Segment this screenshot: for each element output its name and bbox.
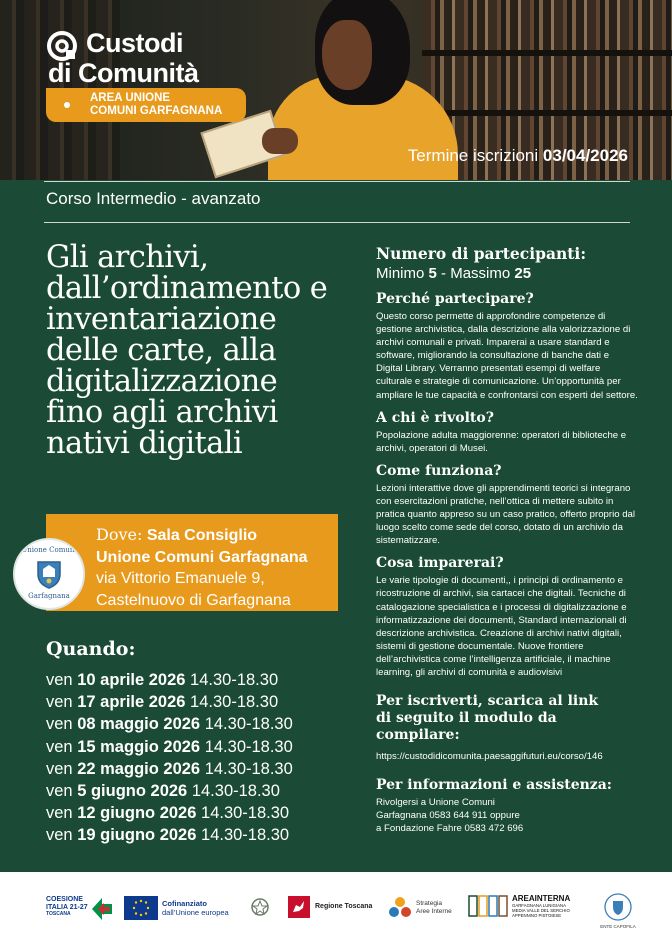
location-box xyxy=(46,514,338,611)
venue-line2: Unione Comuni Garfagnana xyxy=(96,548,308,566)
person-hand xyxy=(262,128,298,154)
session-date: ven 22 maggio 2026 14.30-18.30 xyxy=(46,759,293,778)
session-date: ven 15 maggio 2026 14.30-18.30 xyxy=(46,737,293,756)
coat-of-arms-icon xyxy=(35,559,63,589)
brand-name-line1: Custodi xyxy=(86,28,183,58)
address-line1: via Vittorio Emanuele 9, xyxy=(96,570,265,587)
strategia-aree-interne-logo: Strategia Aree Interne xyxy=(388,896,460,922)
snai-icon xyxy=(388,896,412,920)
area-badge xyxy=(46,88,246,122)
section-body: Popolazione adulta maggiorenne: operatori di biblioteche e archivi, operatori di Musei. xyxy=(376,429,627,454)
person-face xyxy=(322,20,372,90)
deadline-date: 03/04/2026 xyxy=(542,146,628,165)
section-title: Perché partecipare? xyxy=(376,291,534,307)
pegasus-icon xyxy=(288,896,310,918)
seal-text-top: Unione Comuni xyxy=(21,546,77,554)
signup-title: Per iscriverti, scarica al link di seguito il modulo da compilare: xyxy=(376,693,599,744)
deadline-label: Termine iscrizioni xyxy=(407,146,539,165)
signup-link[interactable]: https://custodidicomunita.paesaggifuturi.eu/corso/146 xyxy=(376,751,603,763)
seal-text-bottom: Garfagnana xyxy=(28,592,70,600)
sponsor-footer xyxy=(0,872,672,946)
session-date: ven 08 maggio 2026 14.30-18.30 xyxy=(46,715,293,734)
area-line2: COMUNI GARFAGNANA xyxy=(90,105,223,117)
section-body: Lezioni interattive dove gli apprendimenti teorici si integrano con esercitazioni pratiche, nell’ottica di mettere subito in pratica quanto appreso su un caso pratico, offerto proprio dal luogo scelto come sede del corso, dotato di un archivio da sistematizzare. xyxy=(376,482,636,547)
session-date: ven 17 aprile 2026 14.30-18.30 xyxy=(46,693,279,712)
when-label: Quando: xyxy=(46,638,136,660)
shelf-band xyxy=(422,50,672,56)
ente-capofila-logo: ENTE CAPOFILA xyxy=(598,892,638,934)
participants-title: Numero di partecipanti: xyxy=(376,244,587,263)
location-label: Dove: xyxy=(96,525,143,544)
divider xyxy=(44,222,630,223)
shelf-band xyxy=(422,110,672,116)
area-interna-icon xyxy=(468,894,508,918)
area-interna-logo: AREAINTERNA GARFAGNANA LUNIGIANA MEDIA VALLE DEL SERCHIO APPENNINO PISTOIESE xyxy=(468,894,590,928)
session-date: ven 12 giugno 2026 14.30-18.30 xyxy=(46,804,290,823)
location-text xyxy=(96,524,308,611)
area-badge-text xyxy=(90,92,222,118)
address-line2: Castelnuovo di Garfagnana xyxy=(96,591,291,609)
coesione-italia-logo: COESIONE ITALIA 21-27 TOSCANA xyxy=(46,896,112,924)
area-line1: AREA UNIONE xyxy=(90,92,171,104)
divider xyxy=(44,181,630,182)
info-title: Per informazioni e assistenza: xyxy=(376,777,612,794)
course-title: Gli archivi, dall’ordinamento e inventariazione delle carte, alla digitalizzazione fino agli archivi nativi digitali xyxy=(46,240,328,461)
coesione-arrows-icon xyxy=(92,898,112,920)
section-body: Le varie tipologie di documenti,, i principi di ordinamento e ricostruzione di archivi, sia cartacei che digitali. Tecniche di catalogazione specialistica e i processi di digitalizzazione e informatizzazione dei documenti, Standard internazionali di descrizione archivistica. Creazione di archivi nativi digitali, sistemi di gestione documentale. Nuove frontiere dell’archivistica come l’intelligenza artificiale, il machine learning, gli archivi di comunità e audiovisivi xyxy=(376,575,627,678)
bullet-dot-icon xyxy=(64,102,70,108)
session-date: ven 10 aprile 2026 14.30-18.30 xyxy=(46,671,279,689)
hero-photo xyxy=(0,0,672,180)
section-body: Questo corso permette di approfondire competenze di gestione archivistica, dalla descrizione alla valorizzazione di archivi comunali e privati. Imparerai a usare standard e software, migliorando la consultazione di banche dati e Digital Library. Verranno presentati esempi di welfare culturale e strategie di comunicazione. Un’opportunità per ampliare le tue capacità e confrontarsi con esperti del settore. xyxy=(376,311,638,401)
participants-values: Minimo 5 - Massimo 25 xyxy=(376,265,532,282)
ente-capofila-seal-icon xyxy=(603,892,633,922)
eu-cofunded-logo: Cofinanziato dall’Unione europea xyxy=(124,896,240,924)
regione-toscana-logo: Regione Toscana xyxy=(288,896,374,920)
venue-line1: Sala Consiglio xyxy=(146,527,258,544)
section-title: Come funziona? xyxy=(376,462,502,479)
brand-name-line2: di Comunità xyxy=(48,58,199,88)
unione-comuni-seal xyxy=(13,538,85,610)
section-title: Cosa imparerai? xyxy=(376,555,504,572)
italian-republic-emblem-icon xyxy=(250,896,270,920)
session-date: ven 5 giugno 2026 14.30-18.30 xyxy=(46,782,280,801)
registration-deadline xyxy=(408,146,628,166)
session-date: ven 19 giugno 2026 14.30-18.30 xyxy=(46,826,290,845)
section-title: A chi è rivolto? xyxy=(376,409,494,426)
details-column xyxy=(376,244,638,835)
course-level: Corso Intermedio - avanzato xyxy=(46,189,261,208)
content-panel xyxy=(0,180,672,872)
info-body: Rivolgersi a Unione Comuni Garfagnana 0583 644 911 oppure a Fondazione Fahre 0583 472 696 xyxy=(376,797,524,835)
eu-flag-icon xyxy=(124,896,158,920)
session-dates xyxy=(46,669,293,847)
